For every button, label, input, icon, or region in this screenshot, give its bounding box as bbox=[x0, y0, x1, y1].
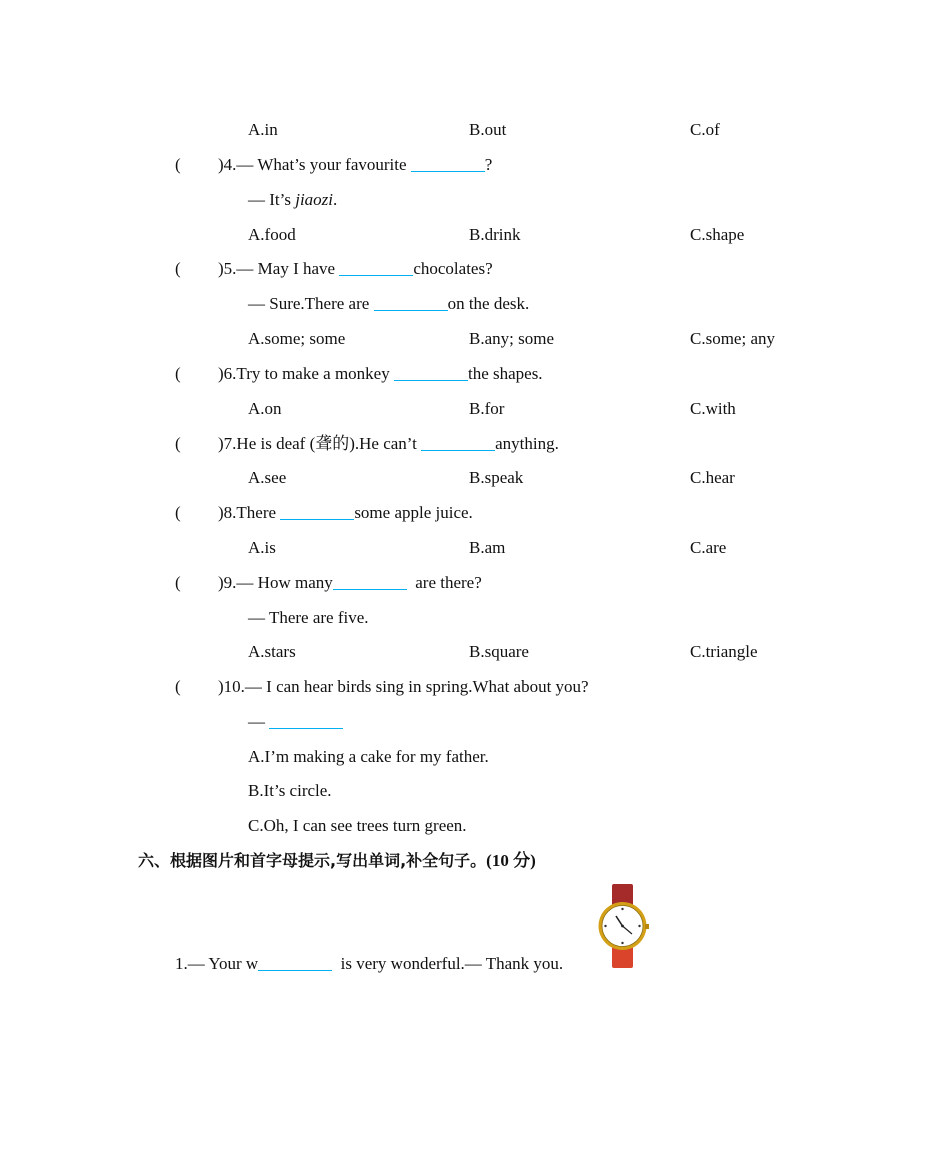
q5-reply-post: on the desk. bbox=[447, 294, 530, 313]
q5-stem-post: chocolates? bbox=[413, 259, 493, 278]
q4-option-c: C.shape bbox=[690, 225, 745, 244]
q6-option-b: B.for bbox=[469, 399, 505, 418]
q4-option-b: B.drink bbox=[469, 225, 521, 244]
q4-answer-paren[interactable]: ( bbox=[175, 155, 181, 174]
q7-option-c: C.hear bbox=[690, 468, 735, 487]
q4-stem-post: ? bbox=[484, 155, 493, 174]
q8-option-a: A.is bbox=[248, 538, 276, 557]
q3-option-c: C.of bbox=[690, 120, 720, 139]
watch-mark-9 bbox=[604, 925, 606, 927]
q7-stem-post: anything. bbox=[495, 434, 559, 453]
q4-reply-post: . bbox=[333, 190, 338, 209]
q5-option-a: A.some; some bbox=[248, 329, 346, 348]
q10-option-a: A.I’m making a cake for my father. bbox=[248, 747, 489, 766]
watch-mark-12 bbox=[621, 908, 623, 910]
q9-stem bbox=[218, 572, 482, 594]
q6-stem-post: the shapes. bbox=[467, 364, 543, 383]
q8-option-c: C.are bbox=[690, 538, 727, 557]
q10-option-c: C.Oh, I can see trees turn green. bbox=[248, 816, 467, 835]
q10-reply-pre: — bbox=[248, 712, 270, 731]
q9-option-b: B.square bbox=[469, 642, 529, 661]
q7-option-a: A.see bbox=[248, 468, 287, 487]
q5-answer-paren[interactable]: ( bbox=[175, 259, 181, 278]
q4-stem bbox=[218, 154, 492, 176]
q9-option-c: C.triangle bbox=[690, 642, 758, 661]
watch-mark-3 bbox=[638, 925, 640, 927]
q5-option-b: B.any; some bbox=[469, 329, 554, 348]
q8-blank[interactable] bbox=[280, 503, 354, 520]
section6-heading-score: (10 分) bbox=[486, 851, 536, 870]
q5-blank-2[interactable] bbox=[374, 294, 448, 311]
q5-stem bbox=[218, 258, 493, 280]
q6-answer-paren[interactable]: ( bbox=[175, 364, 181, 383]
q6-stem bbox=[218, 363, 543, 385]
q6-option-c: C.with bbox=[690, 399, 736, 418]
q8-stem-post: some apple juice. bbox=[354, 503, 473, 522]
s6q1-blank[interactable] bbox=[258, 954, 332, 971]
q7-stem bbox=[218, 433, 559, 455]
q4-reply bbox=[248, 189, 337, 211]
q10-blank[interactable] bbox=[269, 712, 343, 729]
q5-blank-1[interactable] bbox=[339, 259, 413, 276]
q7-stem-pre: )7.He is deaf (聋的).He can’t bbox=[218, 434, 422, 453]
q9-answer-paren[interactable]: ( bbox=[175, 573, 181, 592]
q9-blank[interactable] bbox=[333, 573, 407, 590]
q9-option-a: A.stars bbox=[248, 642, 296, 661]
q6-option-a: A.on bbox=[248, 399, 282, 418]
q8-stem-pre: )8.There bbox=[218, 503, 281, 522]
section6-heading-text: 六、根据图片和首字母提示,写出单词,补全句子。 bbox=[138, 851, 487, 870]
wristwatch-icon bbox=[596, 883, 650, 969]
watch-center-pin bbox=[621, 925, 624, 928]
q10-option-b: B.It’s circle. bbox=[248, 781, 332, 800]
q10-reply bbox=[248, 711, 343, 733]
q10-answer-paren[interactable]: ( bbox=[175, 677, 181, 696]
q7-answer-paren[interactable]: ( bbox=[175, 434, 181, 453]
q4-reply-pre: — It’s bbox=[248, 190, 296, 209]
q5-reply bbox=[248, 293, 529, 315]
q9-reply: — There are five. bbox=[248, 608, 369, 627]
q6-stem-pre: )6.Try to make a monkey bbox=[218, 364, 394, 383]
q4-blank[interactable] bbox=[411, 155, 485, 172]
q4-option-a: A.food bbox=[248, 225, 296, 244]
q8-answer-paren[interactable]: ( bbox=[175, 503, 181, 522]
q3-option-b: B.out bbox=[469, 120, 507, 139]
q9-stem-post: are there? bbox=[406, 573, 482, 592]
q4-stem-pre: )4.— What’s your favourite bbox=[218, 155, 411, 174]
section6-heading bbox=[138, 850, 536, 872]
s6q1-post: is very wonderful.— Thank you. bbox=[332, 954, 564, 973]
watch-mark-6 bbox=[621, 942, 623, 944]
s6q1-sentence bbox=[175, 953, 563, 975]
q3-option-a: A.in bbox=[248, 120, 278, 139]
q7-blank[interactable] bbox=[421, 434, 495, 451]
q8-option-b: B.am bbox=[469, 538, 506, 557]
q4-reply-italic: jiaozi bbox=[295, 190, 334, 209]
q10-stem: )10.— I can hear birds sing in spring.What about you? bbox=[218, 677, 589, 696]
q8-stem bbox=[218, 502, 473, 524]
q5-stem-pre: )5.— May I have bbox=[218, 259, 340, 278]
watch-crown bbox=[645, 924, 649, 929]
q7-option-b: B.speak bbox=[469, 468, 524, 487]
q5-option-c: C.some; any bbox=[690, 329, 775, 348]
q5-reply-pre: — Sure.There are bbox=[248, 294, 374, 313]
q6-blank[interactable] bbox=[394, 364, 468, 381]
q9-stem-pre: )9.— How many bbox=[218, 573, 333, 592]
s6q1-pre: 1.— Your w bbox=[175, 954, 259, 973]
